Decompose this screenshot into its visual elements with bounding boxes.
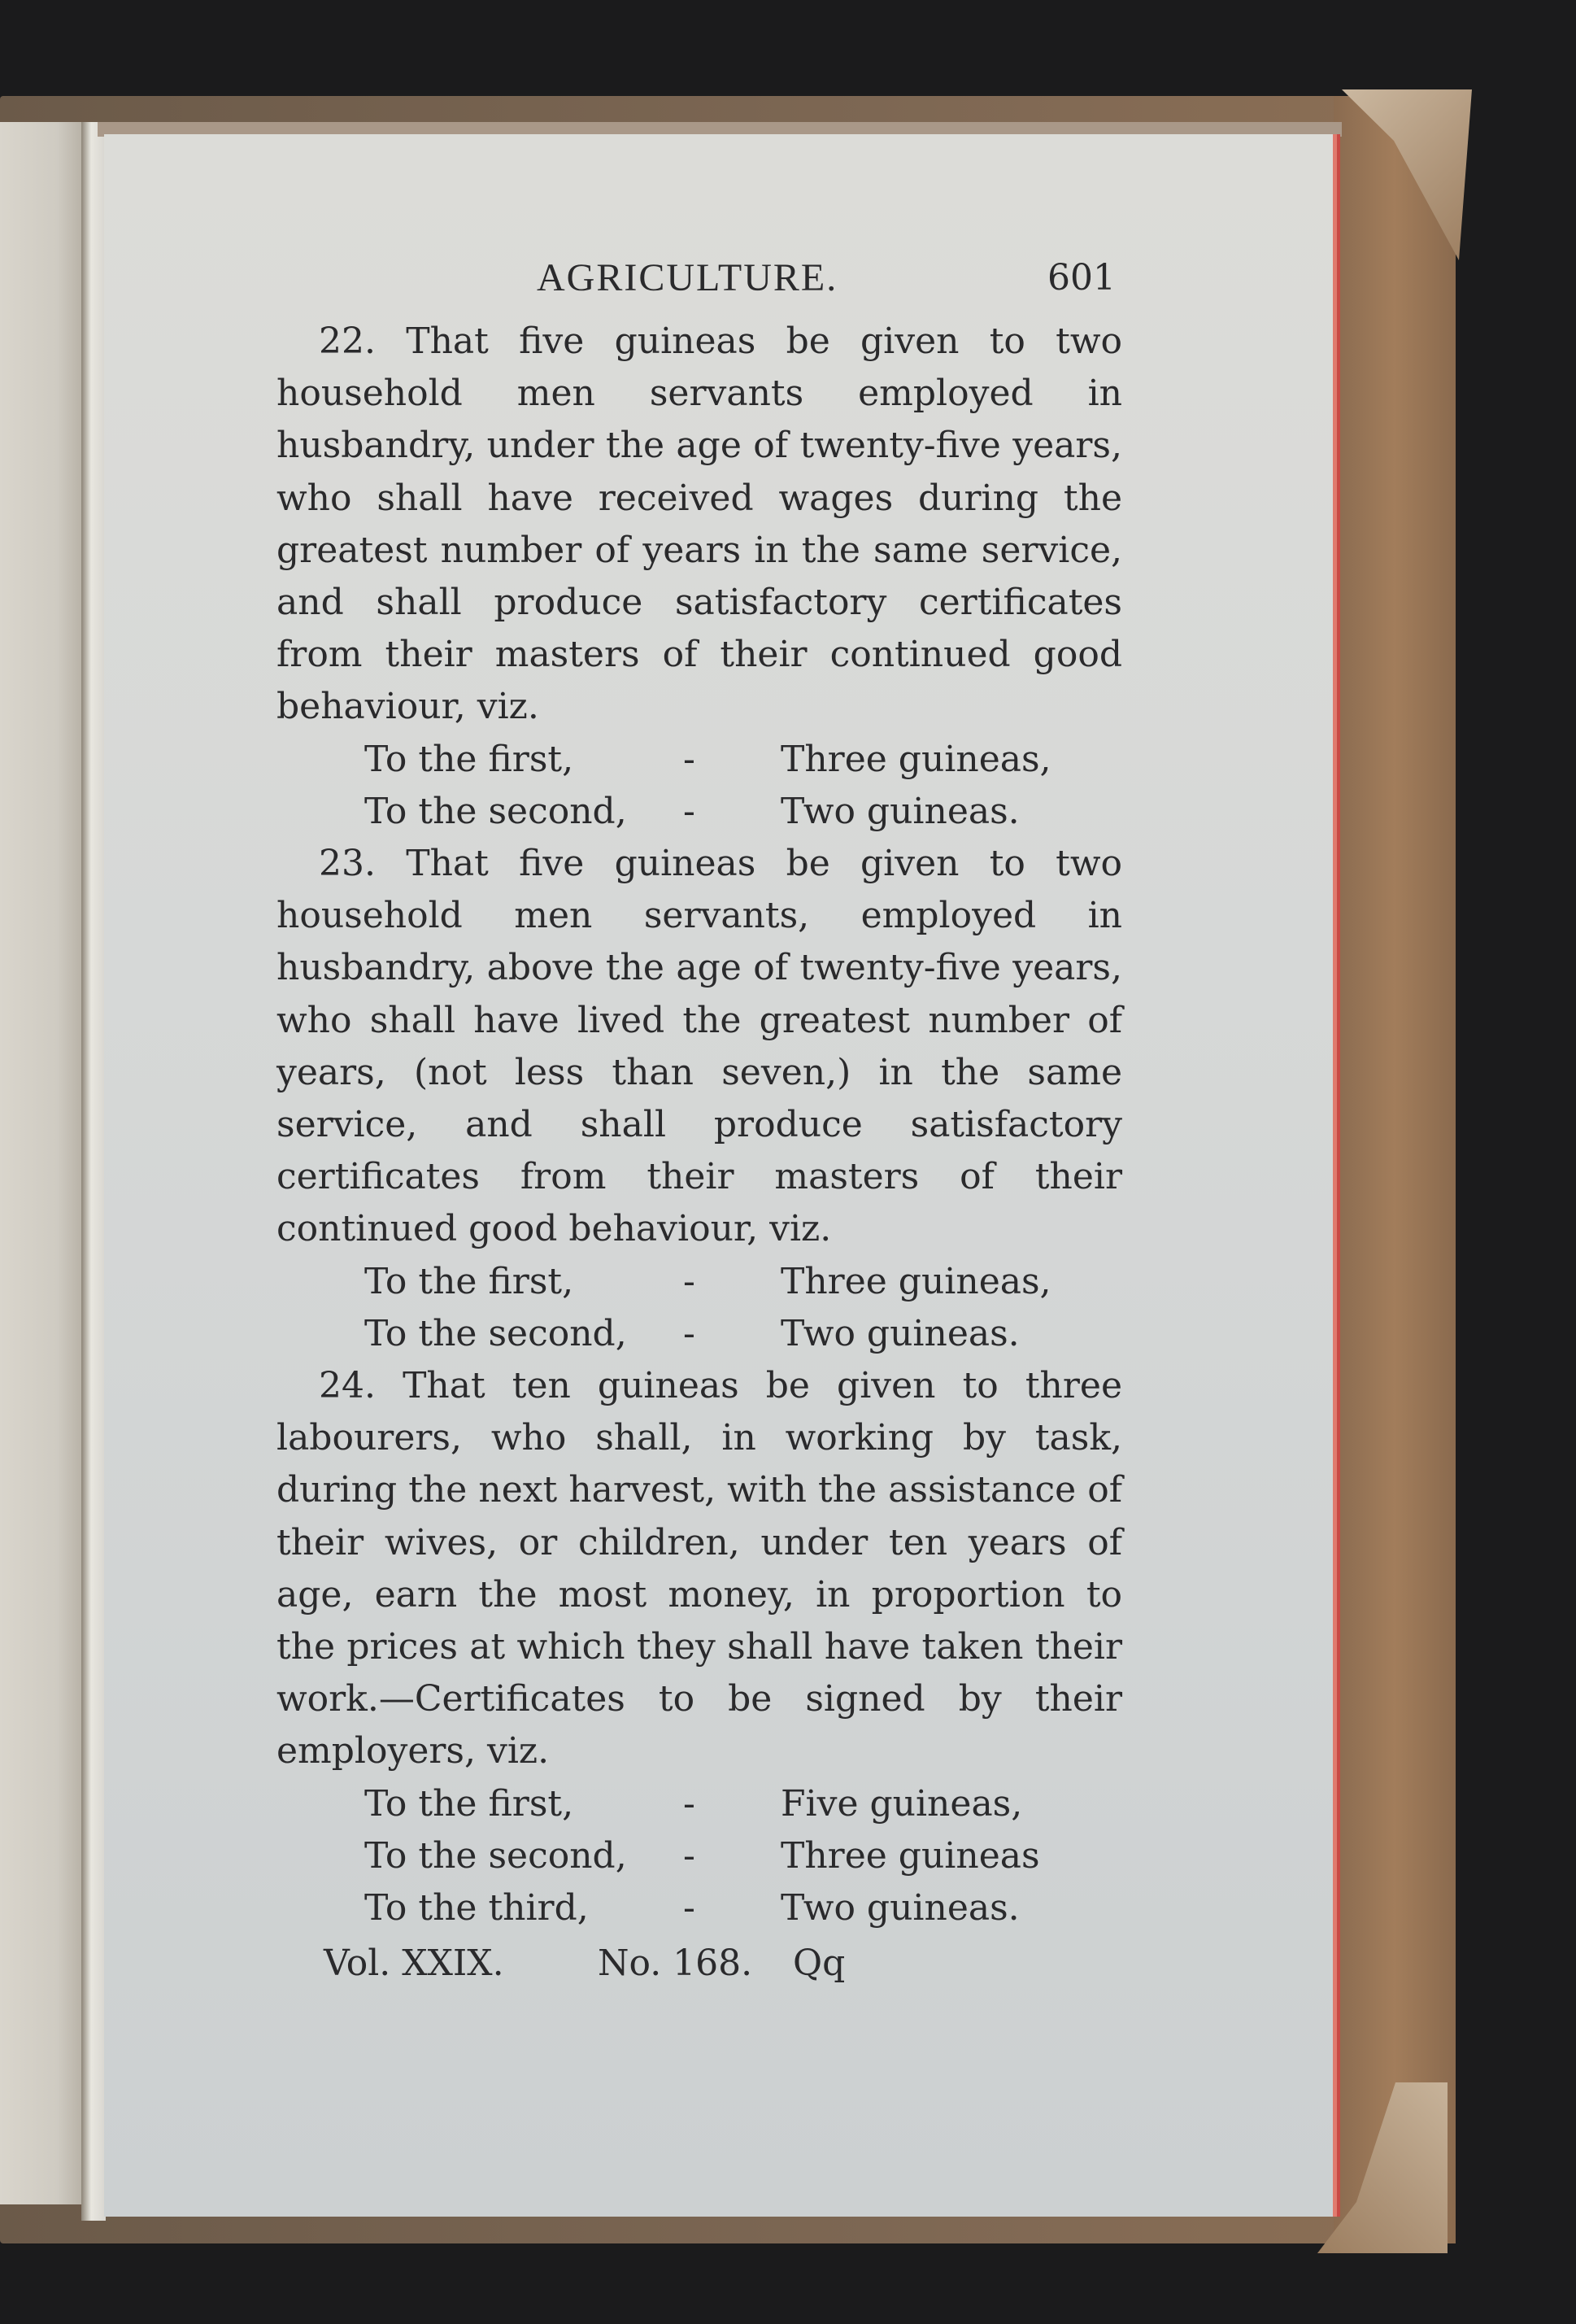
page-text bbox=[276, 252, 1122, 1990]
page-title: AGRICULTURE. bbox=[537, 256, 838, 299]
section-24 bbox=[276, 1360, 1122, 1934]
award-list bbox=[276, 1778, 1122, 1935]
award-dash: - bbox=[683, 1312, 695, 1354]
award-place: To the second, bbox=[364, 1312, 627, 1354]
section-text: That ten guineas be given to three labourers, who shall, in working by task, during the next harvest, with the assistance of their wives, or children, under ten years of age, earn the most money, in proportion to the prices at which they shall have taken their work.—Certificates to be signed by their employers, viz. bbox=[276, 1365, 1122, 1772]
award-row bbox=[276, 1882, 1122, 1934]
award-row bbox=[276, 786, 1122, 838]
award-place: To the first, bbox=[364, 1260, 574, 1302]
signature-mark: Qq bbox=[793, 1942, 846, 1985]
award-prize: Two guineas. bbox=[781, 790, 1020, 832]
running-header bbox=[276, 252, 1122, 304]
award-list bbox=[276, 1256, 1122, 1360]
award-prize: Three guineas bbox=[781, 1834, 1040, 1877]
section-number: 22. bbox=[319, 320, 376, 362]
award-row bbox=[276, 1308, 1122, 1360]
award-row bbox=[276, 1256, 1122, 1308]
book-fore-edge bbox=[1334, 96, 1456, 2243]
award-place: To the second, bbox=[364, 1834, 627, 1877]
section-paragraph bbox=[276, 316, 1122, 734]
section-text: That five guineas be given to two household men servants, employed in husbandry, above the age of twenty-five years, who shall have lived the greatest number of years, (not less than seven,) in the same service, and shall produce satisfactory certificates from their masters of their continued good behaviour, viz. bbox=[276, 843, 1122, 1250]
volume-label: Vol. XXIX. bbox=[324, 1942, 504, 1985]
facing-page bbox=[0, 122, 81, 2204]
section-paragraph bbox=[276, 838, 1122, 1256]
award-prize: Two guineas. bbox=[781, 1887, 1020, 1929]
section-number: 23. bbox=[319, 843, 376, 884]
award-list bbox=[276, 734, 1122, 838]
award-row bbox=[276, 1778, 1122, 1830]
book-gutter bbox=[81, 122, 106, 2221]
section-22 bbox=[276, 316, 1122, 838]
award-dash: - bbox=[683, 1887, 695, 1929]
award-dash: - bbox=[683, 1260, 695, 1302]
award-dash: - bbox=[683, 1834, 695, 1877]
section-paragraph bbox=[276, 1360, 1122, 1778]
award-prize: Three guineas, bbox=[781, 1260, 1051, 1302]
page-number: 601 bbox=[1047, 257, 1116, 299]
award-row bbox=[276, 734, 1122, 786]
section-text: That five guineas be given to two household men servants employed in husbandry, under the age of twenty-five years, who shall have received wages during the greatest number of years in the same service, and shall produce satisfactory certificates from their masters of their continued good behaviour, viz. bbox=[276, 320, 1122, 728]
award-place: To the second, bbox=[364, 790, 627, 832]
award-row bbox=[276, 1830, 1122, 1882]
award-prize: Three guineas, bbox=[781, 738, 1051, 780]
section-23 bbox=[276, 838, 1122, 1360]
section-number: 24. bbox=[319, 1365, 376, 1406]
award-dash: - bbox=[683, 1782, 695, 1825]
award-place: To the first, bbox=[364, 738, 574, 780]
award-dash: - bbox=[683, 790, 695, 832]
issue-number: No. 168. bbox=[598, 1942, 753, 1985]
signature-line bbox=[276, 1938, 1122, 1990]
award-place: To the first, bbox=[364, 1782, 574, 1825]
award-prize: Five guineas, bbox=[781, 1782, 1023, 1825]
award-prize: Two guineas. bbox=[781, 1312, 1020, 1354]
award-place: To the third, bbox=[364, 1887, 589, 1929]
award-dash: - bbox=[683, 738, 695, 780]
